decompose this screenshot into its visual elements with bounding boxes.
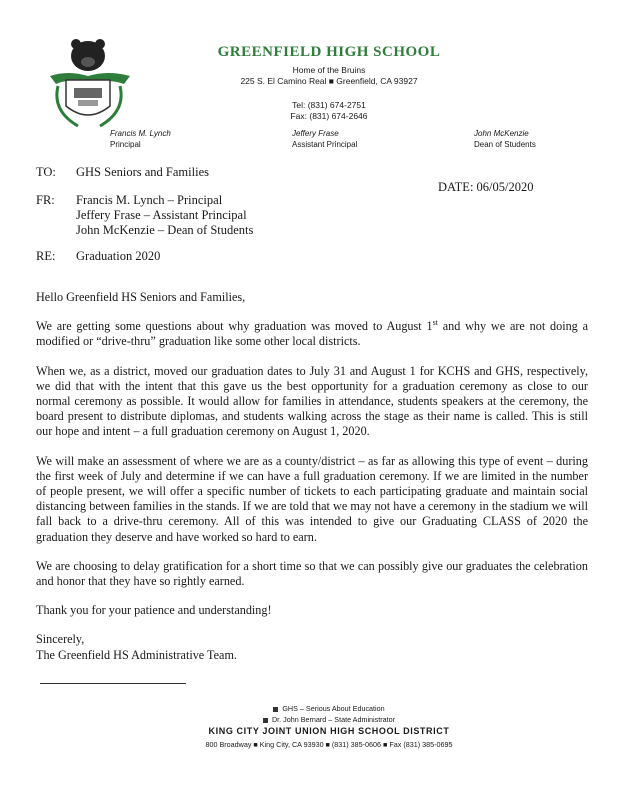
signature-line	[40, 683, 186, 684]
closing: Sincerely,	[36, 632, 85, 647]
re-value: Graduation 2020	[76, 249, 161, 263]
staff-principal	[110, 128, 171, 150]
staff-name: Francis M. Lynch	[110, 129, 171, 138]
from-line: Francis M. Lynch – Principal	[76, 193, 223, 207]
paragraph-2: When we, as a district, moved our graduation dates to July 31 and August 1 for KCHS and GHS, respectively, we did that with the intent that this gave us the best opportunity for a graduation ceremony as close to our normal ceremony as possible. It would allow for families in attendance, students speakers at the ceremony, the board present to distribute diplomas, and students walking across the stage as their name is called. This is still our hope and intent – a full graduation ceremony on August 1, 2020.	[36, 363, 588, 439]
from-line: John McKenzie – Dean of Students	[76, 223, 254, 237]
school-phone: Tel: (831) 674-2751	[292, 100, 366, 110]
staff-name: Jeffery Frase	[292, 129, 339, 138]
paragraph-4: We are choosing to delay gratification for a short time so that we can possibly give our graduates the celebration and honor that they have so rightly earned.	[36, 558, 588, 589]
from-label: FR:	[36, 193, 55, 207]
greeting: Hello Greenfield HS Seniors and Families,	[36, 290, 246, 304]
paragraph-5: Thank you for your patience and understanding!	[36, 603, 272, 618]
district-name: KING CITY JOINT UNION HIGH SCHOOL DISTRICT	[208, 726, 450, 736]
memo-date: DATE: 06/05/2020	[438, 180, 534, 194]
footer-administrator: Dr. John Bernard – State Administrator	[0, 715, 618, 724]
letter-body	[36, 290, 588, 677]
paragraph-1: We are getting some questions about why graduation was moved to August 1st and why we are not doing a modified or “drive-thru” graduation like some other local districts.	[36, 318, 588, 349]
signoff: The Greenfield HS Administrative Team.	[36, 647, 237, 662]
paragraph-3: We will make an assessment of where we are as a county/district – as far as allowing this type of event – during the first week of July and determine if we can have a full graduation ceremony. If we are limited in the number of people present, we will offer a specific number of tickets to each participating graduate and maintain social distancing between families in the stands. If we are told that we may not have a ceremony in the stadium we will fall back to a drive-thru ceremony. All of this was intended to give our Graduating CLASS of 2020 the graduation they deserve and have worked so hard to earn.	[36, 453, 588, 544]
from-line: Jeffery Frase – Assistant Principal	[76, 208, 247, 222]
staff-title: Principal	[110, 140, 141, 149]
staff-dean	[474, 128, 536, 150]
staff-title: Assistant Principal	[292, 140, 358, 149]
staff-title: Dean of Students	[474, 140, 536, 149]
bullet-icon	[273, 707, 278, 712]
footer-motto: GHS – Serious About Education	[0, 704, 618, 713]
staff-assistant-principal	[292, 128, 357, 150]
school-name: GREENFIELD HIGH SCHOOL	[217, 44, 441, 60]
to-value: GHS Seniors and Families	[76, 165, 209, 179]
school-address: 225 S. El Camino Real ■ Greenfield, CA 93927	[240, 76, 418, 86]
bullet-icon	[263, 718, 268, 723]
school-fax: Fax: (831) 674-2646	[290, 111, 368, 121]
re-label: RE:	[36, 249, 56, 263]
to-label: TO:	[36, 165, 56, 179]
staff-name: John McKenzie	[474, 129, 529, 138]
district-address: 800 Broadway ■ King City, CA 93930 ■ (831) 385-0606 ■ Fax (831) 385-0695	[205, 740, 453, 749]
school-tagline: Home of the Bruins	[292, 65, 366, 75]
